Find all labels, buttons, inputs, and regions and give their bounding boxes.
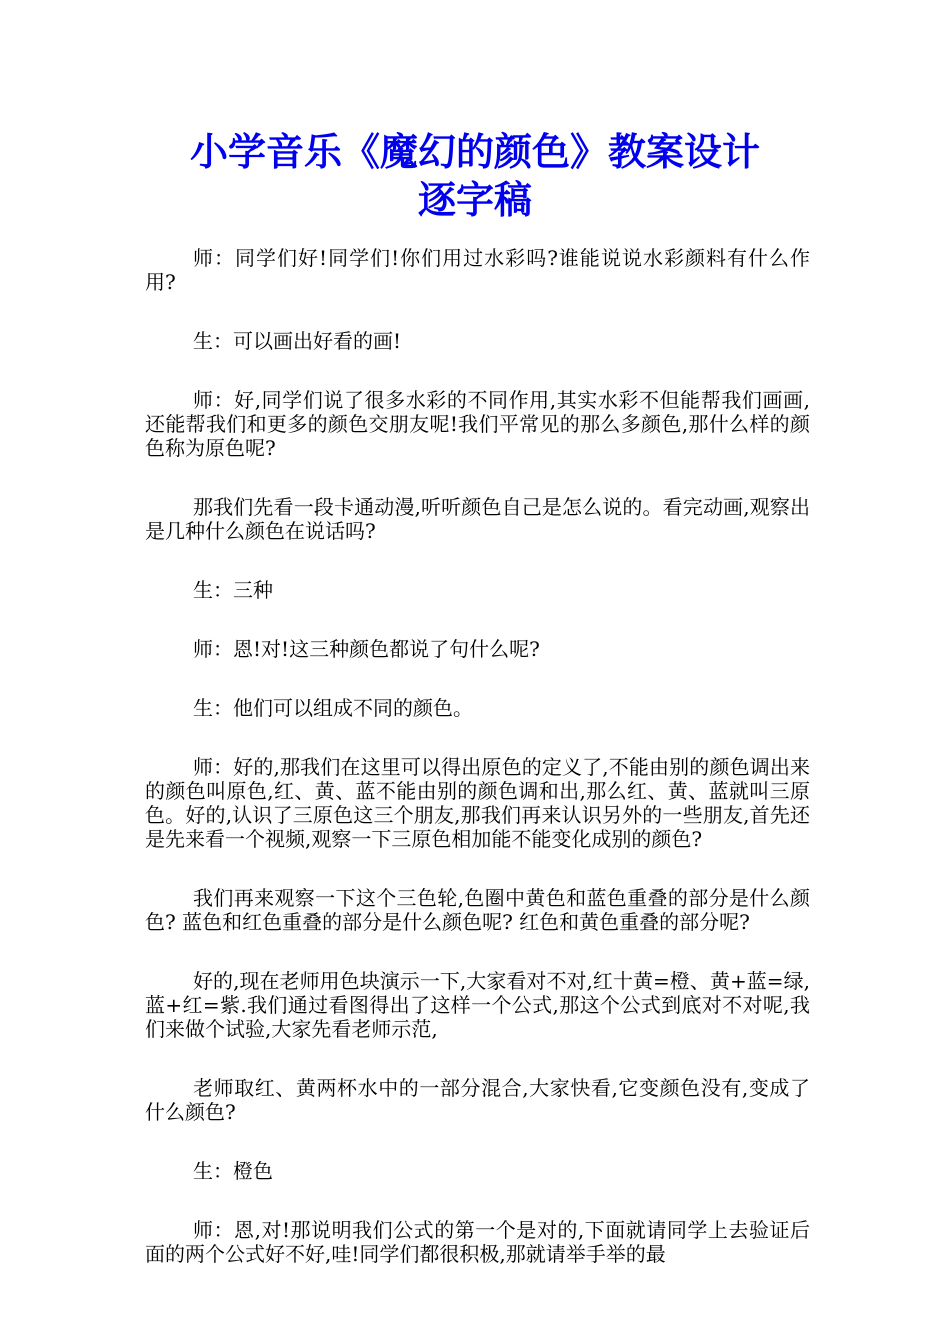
document-body	[145, 246, 810, 1301]
paragraph: 那我们先看一段卡通动漫,听听颜色自己是怎么说的。看完动画,观察出是几种什么颜色在说话吗?	[145, 495, 810, 543]
paragraph: 生：可以画出好看的画!	[193, 329, 402, 353]
document-title-line2: 逐字稿	[417, 177, 532, 222]
paragraph: 好的,现在老师用色块演示一下,大家看对不对,红十黄=橙、黄+蓝=绿,蓝+红=紫.我们通过看图得出了这样一个公式,那这个公式到底对不对呢,我们来做个试验,大家先看老师示范,	[145, 969, 810, 1041]
paragraph: 师：好的,那我们在这里可以得出原色的定义了,不能由别的颜色调出来的颜色叫原色,红、黄、蓝不能由别的颜色调和出,那么红、黄、蓝就叫三原色。好的,认识了三原色这三个朋友,那我们再来认识另外的一些朋友,首先还是先来看一个视频,观察一下三原色相加能不能变化成别的颜色?	[145, 755, 810, 851]
paragraph: 师：恩!对!这三种颜色都说了句什么呢?	[193, 637, 540, 661]
paragraph: 老师取红、黄两杯水中的一部分混合,大家快看,它变颜色没有,变成了什么颜色?	[145, 1076, 810, 1124]
paragraph: 师：恩,对!那说明我们公式的第一个是对的,下面就请同学上去验证后面的两个公式好不好,哇!同学们都很积极,那就请举手举的最	[145, 1218, 810, 1266]
paragraph: 生：三种	[193, 578, 273, 602]
paragraph: 生：他们可以组成不同的颜色。	[193, 696, 473, 720]
paragraph: 师：同学们好!同学们!你们用过水彩吗?谁能说说水彩颜料有什么作用?	[145, 246, 810, 294]
paragraph: 生：橙色	[193, 1159, 273, 1183]
document-title: 小学音乐《魔幻的颜色》教案设计	[189, 129, 760, 174]
paragraph: 我们再来观察一下这个三色轮,色圈中黄色和蓝色重叠的部分是什么颜色? 蓝色和红色重叠的部分是什么颜色呢? 红色和黄色重叠的部分呢?	[145, 886, 810, 934]
paragraph: 师：好,同学们说了很多水彩的不同作用,其实水彩不但能帮我们画画,还能帮我们和更多的颜色交朋友呢!我们平常见的那么多颜色,那什么样的颜色称为原色呢?	[145, 388, 810, 460]
